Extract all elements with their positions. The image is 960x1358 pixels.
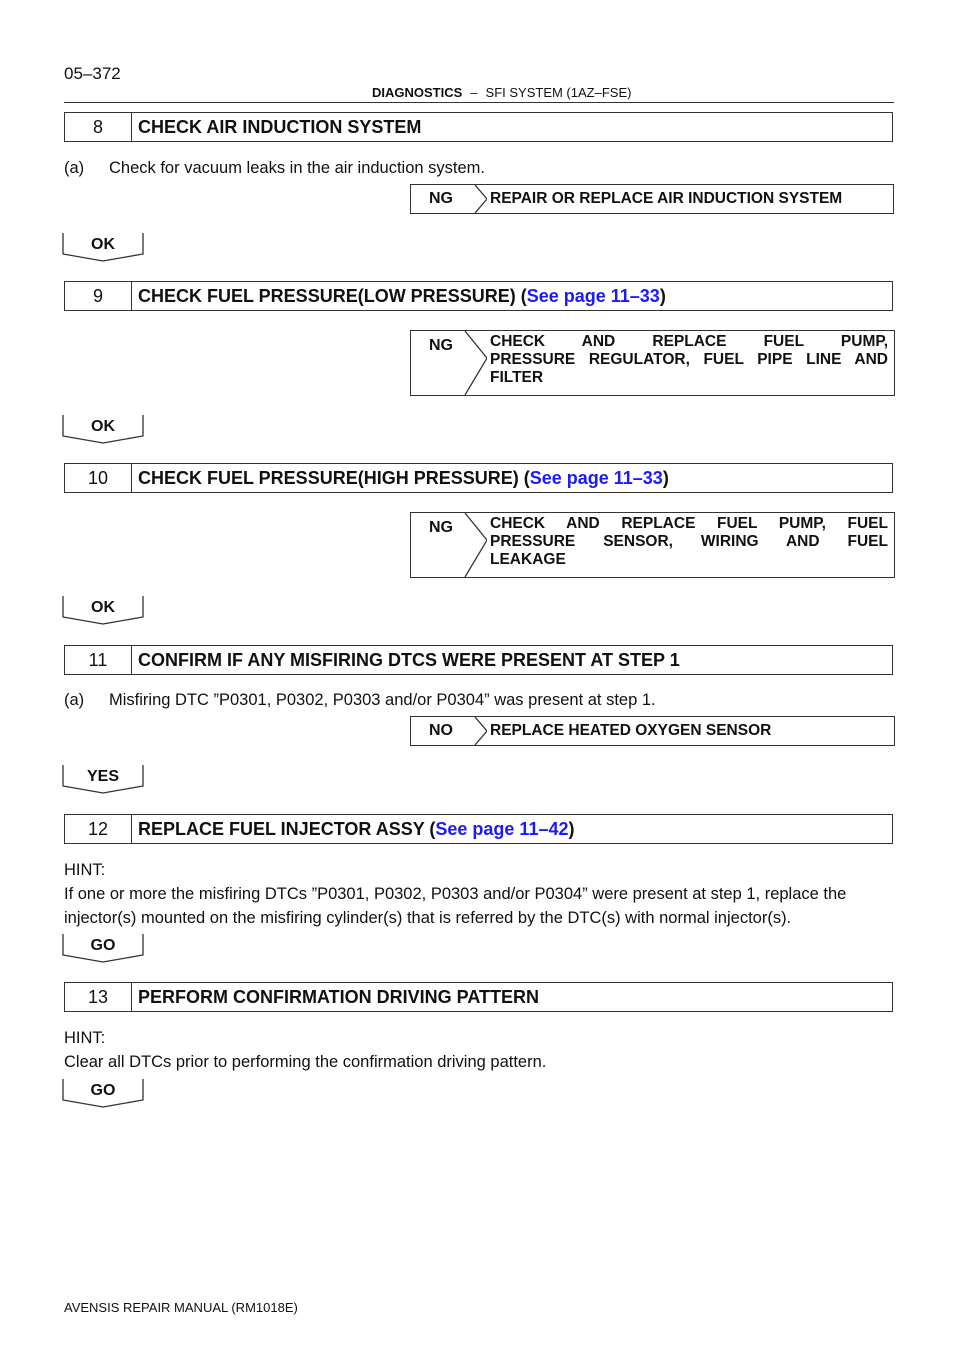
running-header <box>372 85 631 100</box>
step-title-text: CHECK FUEL PRESSURE(HIGH PRESSURE) ( <box>138 468 530 488</box>
result-line: CHECK AND REPLACE FUEL PUMP, FUEL <box>490 515 888 532</box>
see-page-link[interactable]: See page 11–33 <box>526 286 660 306</box>
step-11-instruction <box>64 688 656 712</box>
footer-text: AVENSIS REPAIR MANUAL (RM1018E) <box>64 1300 298 1315</box>
result-tag: NG <box>429 337 453 354</box>
result-text: REPAIR OR REPLACE AIR INDUCTION SYSTEM <box>490 190 843 207</box>
step-title: CHECK AIR INDUCTION SYSTEM <box>138 117 422 137</box>
hint-text-line: If one or more the misfiring DTCs ”P0301, P0302, P0303 and/or P0304” were present at step 1, replace the <box>64 885 847 903</box>
flow-ok-8 <box>62 232 144 262</box>
step-title-text: REPLACE FUEL INJECTOR ASSY ( <box>138 819 436 839</box>
result-tag: NG <box>429 519 453 536</box>
result-tag: NG <box>429 190 453 207</box>
step-12 <box>64 814 893 844</box>
result-line: PRESSURE SENSOR, WIRING AND FUEL <box>490 533 888 550</box>
step-title: PERFORM CONFIRMATION DRIVING PATTERN <box>138 987 539 1007</box>
hint-label: HINT: <box>64 861 106 879</box>
header-section: DIAGNOSTICS <box>372 85 463 100</box>
hint-text-line: injector(s) mounted on the misfiring cylinder(s) that is referred by the DTC(s) with normal injector(s). <box>64 909 792 927</box>
step-title <box>138 464 669 492</box>
page-number: 05–372 <box>64 64 121 83</box>
result-text: REPLACE HEATED OXYGEN SENSOR <box>490 722 772 739</box>
step-title-close: ) <box>662 468 669 488</box>
step-title <box>138 815 575 843</box>
step-number: 13 <box>65 983 132 1011</box>
step-title-close: ) <box>659 286 666 306</box>
flow-ok-10 <box>62 595 144 625</box>
step-number: 10 <box>65 464 132 492</box>
flow-label: GO <box>90 937 116 954</box>
result-text <box>490 333 888 387</box>
result-text <box>490 515 888 569</box>
result-line: FILTER <box>490 369 544 386</box>
flow-ok-9 <box>62 414 144 444</box>
step-number: 11 <box>65 646 132 674</box>
flow-label: OK <box>91 236 115 253</box>
item-label: (a) <box>64 691 85 709</box>
result-no-11 <box>410 716 895 746</box>
flow-label: GO <box>90 1082 116 1099</box>
hint-label: HINT: <box>64 1029 106 1047</box>
flow-go-12 <box>62 933 144 963</box>
step-8-instruction <box>64 156 485 180</box>
step-10 <box>64 463 893 493</box>
see-page-link[interactable]: See page 11–33 <box>529 468 663 488</box>
step-number: 9 <box>65 282 132 310</box>
result-line: PRESSURE REGULATOR, FUEL PIPE LINE AND <box>490 351 888 368</box>
flow-label: OK <box>91 599 115 616</box>
result-ng-10 <box>410 512 895 578</box>
step-title: CONFIRM IF ANY MISFIRING DTCS WERE PRESENT AT STEP 1 <box>138 650 680 670</box>
result-ng-8 <box>410 184 894 214</box>
header-rule <box>64 102 894 103</box>
result-line: CHECK AND REPLACE FUEL PUMP, <box>490 333 888 350</box>
header-subsection: SFI SYSTEM (1AZ–FSE) <box>485 85 632 100</box>
step-title <box>138 282 666 310</box>
step-13 <box>64 982 893 1012</box>
step-9 <box>64 281 893 311</box>
flow-label: YES <box>86 768 119 785</box>
flow-yes-11 <box>62 764 144 794</box>
step-number: 8 <box>65 113 132 141</box>
result-ng-9 <box>410 330 895 396</box>
step-11 <box>64 645 893 675</box>
step-title-text: CHECK FUEL PRESSURE(LOW PRESSURE) ( <box>138 286 527 306</box>
header-dash: – <box>470 85 478 100</box>
item-text: Misfiring DTC ”P0301, P0302, P0303 and/or P0304” was present at step 1. <box>109 691 656 709</box>
flow-go-13 <box>62 1078 144 1108</box>
flow-label: OK <box>91 418 115 435</box>
step-title-close: ) <box>568 819 575 839</box>
result-tag: NO <box>429 722 453 739</box>
step-number: 12 <box>65 815 132 843</box>
result-line: LEAKAGE <box>490 551 566 568</box>
see-page-link[interactable]: See page 11–42 <box>435 819 569 839</box>
step-8 <box>64 112 893 142</box>
item-label: (a) <box>64 159 85 177</box>
item-text: Check for vacuum leaks in the air induction system. <box>109 159 485 177</box>
hint-text-line: Clear all DTCs prior to performing the confirmation driving pattern. <box>64 1053 547 1071</box>
